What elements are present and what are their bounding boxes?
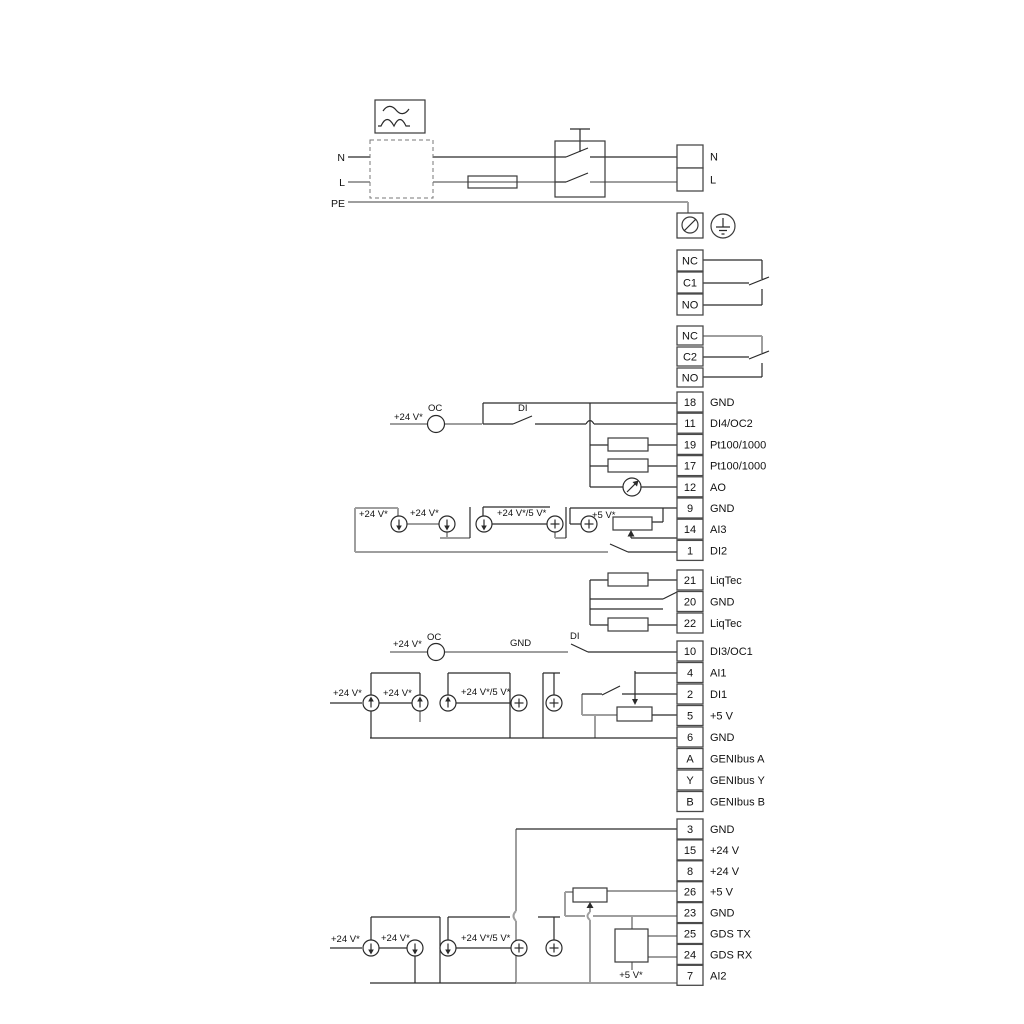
terminal-number: NC — [682, 255, 698, 268]
gds-sensor-box — [615, 929, 648, 962]
liqtec-sensor-1 — [608, 573, 648, 586]
terminal-label: GDS RX — [710, 949, 753, 962]
terminal-number: 26 — [683, 886, 697, 899]
terminal-number: 21 — [683, 575, 697, 587]
terminal-label: GDS TX — [710, 928, 751, 941]
current-source-down-icon — [391, 516, 407, 532]
row2-24v-label-1: +24 V* — [359, 509, 388, 520]
row2-24v-5v-label: +24 V*/5 V* — [497, 508, 547, 519]
terminal-label: GND — [710, 824, 735, 836]
terminal-label: +24 V — [710, 865, 740, 878]
source-plus-icon — [511, 940, 527, 956]
terminal-label: Pt100/1000 — [710, 439, 767, 452]
terminal-number: 20 — [683, 596, 697, 609]
terminal-label: L — [710, 174, 717, 187]
row3-oc-label: OC — [427, 632, 442, 643]
terminal-number: B — [686, 796, 694, 809]
terminal-number: 23 — [683, 907, 697, 920]
row3-gnd-label: GND — [510, 638, 532, 649]
terminal-label: AI3 — [710, 524, 727, 537]
terminal-label: +5 V — [710, 886, 733, 899]
terminal-number: 17 — [683, 460, 697, 473]
terminal-block-relay2 — [677, 326, 703, 387]
source-plus-icon — [546, 940, 562, 956]
liqtec-sensor-2 — [608, 618, 648, 631]
terminal-label: GENIbus A — [710, 753, 765, 766]
current-source-up-icon — [412, 695, 428, 711]
terminal-label: DI1 — [710, 689, 728, 701]
current-source-down-icon — [363, 940, 379, 956]
row3-di-label: DI — [570, 631, 580, 642]
potentiometer-ai3 — [613, 517, 652, 530]
wiper-arrow-down-icon — [632, 699, 638, 705]
earth-symbol — [711, 214, 735, 238]
terminal-label: +5 V — [710, 710, 733, 723]
current-source-up-icon — [440, 695, 456, 711]
open-collector-icon — [428, 416, 445, 433]
open-collector-icon — [428, 644, 445, 661]
terminal-number: 24 — [683, 949, 697, 962]
terminal-number: 14 — [683, 524, 697, 537]
terminal-label: GND — [710, 732, 735, 744]
sine-wave-icon — [383, 106, 409, 113]
mains-l-label: L — [339, 177, 345, 189]
terminal-number: 9 — [686, 503, 694, 515]
terminal-label: GND — [710, 596, 735, 609]
terminal-number: 12 — [683, 481, 697, 494]
terminal-label: N — [710, 151, 718, 164]
terminal-number: NO — [681, 299, 699, 312]
row5-24v-label-1: +24 V* — [331, 934, 360, 945]
row2-5v-label: +5 V* — [592, 510, 616, 521]
terminal-number: 2 — [686, 689, 694, 701]
terminal-block-io-d — [677, 819, 753, 985]
terminal-number: 1 — [686, 545, 694, 558]
terminal-number: 25 — [683, 928, 697, 941]
terminal-label: DI3/OC1 — [710, 646, 753, 658]
terminal-number: 11 — [684, 418, 696, 431]
terminal-label: AI1 — [710, 667, 727, 680]
terminal-block-mains — [677, 145, 718, 191]
mains-n-label: N — [337, 152, 345, 164]
row1-di-label: DI — [518, 403, 528, 414]
terminal-number: NO — [681, 372, 699, 385]
terminal-label: GENIbus Y — [710, 775, 765, 787]
terminal-label: DI2 — [710, 545, 728, 558]
row2-24v-label-2: +24 V* — [410, 508, 439, 519]
wiper-arrow-up-icon — [587, 902, 594, 908]
terminal-label: AI2 — [710, 970, 727, 983]
terminal-number: 6 — [686, 732, 694, 744]
terminal-box — [677, 168, 703, 191]
terminal-label: +24 V — [710, 844, 740, 857]
filter-box — [370, 140, 433, 198]
meter-icon — [623, 478, 641, 496]
row4-24v-5v-label: +24 V*/5 V* — [461, 687, 511, 698]
terminal-number: A — [686, 753, 694, 766]
current-source-up-icon — [363, 695, 379, 711]
pt100-sensor-2 — [608, 459, 648, 472]
terminal-block-relay1 — [677, 250, 703, 315]
terminal-number: 19 — [683, 439, 697, 452]
terminal-number: C1 — [682, 277, 698, 290]
terminal-number: 7 — [686, 970, 694, 983]
row5-24v-label-2: +24 V* — [381, 933, 410, 944]
ac-supply-symbol — [375, 100, 425, 133]
terminal-number: 4 — [686, 667, 694, 680]
terminal-label: GENIbus B — [710, 796, 766, 809]
terminal-number: 18 — [683, 397, 697, 409]
current-source-down-icon — [440, 940, 456, 956]
source-plus-icon — [511, 695, 527, 711]
terminal-block-io-a — [677, 392, 766, 560]
current-source-down-icon — [476, 516, 492, 532]
row5-24v-5v-label: +24 V*/5 V* — [461, 933, 511, 944]
mains-pe-label: PE — [330, 198, 345, 210]
pt100-sensor-1 — [608, 438, 648, 451]
terminal-number: 15 — [683, 844, 697, 857]
source-plus-icon — [547, 516, 563, 532]
terminal-box — [677, 145, 703, 168]
terminal-label: GND — [710, 397, 735, 409]
wiper-arrow-up-icon — [628, 530, 635, 537]
potentiometer-ai1 — [617, 707, 652, 721]
current-source-down-icon — [439, 516, 455, 532]
terminal-label: GND — [710, 503, 735, 515]
potentiometer-ai2 — [573, 888, 607, 902]
terminal-label: LiqTec — [710, 575, 742, 587]
terminal-number: NC — [682, 330, 698, 343]
terminal-number: 3 — [686, 824, 694, 836]
source-plus-icon — [546, 695, 562, 711]
row1-oc-label: OC — [428, 403, 443, 414]
terminal-label: AO — [710, 481, 726, 494]
ac-supply-box — [375, 100, 425, 133]
terminal-number: Y — [686, 775, 694, 787]
terminal-block-io-b — [677, 570, 742, 633]
terminal-label: GND — [710, 907, 735, 920]
terminal-number: 10 — [683, 646, 697, 658]
row3-24v-label: +24 V* — [393, 639, 422, 650]
row5-5v-label: +5 V* — [619, 970, 643, 981]
terminal-label: DI4/OC2 — [710, 418, 753, 431]
pe-screw-terminal — [677, 213, 703, 238]
terminal-block-io-c — [677, 641, 765, 812]
rectified-wave-icon — [378, 120, 410, 127]
terminal-number: 22 — [683, 618, 697, 630]
row4-24v-label-1: +24 V* — [333, 688, 362, 699]
row4-24v-label-2: +24 V* — [383, 688, 412, 699]
terminal-label: Pt100/1000 — [710, 460, 767, 473]
terminal-label: LiqTec — [710, 618, 742, 630]
row1-24v-label: +24 V* — [394, 412, 423, 423]
terminal-number: 8 — [686, 865, 694, 878]
terminal-number: 5 — [686, 710, 694, 723]
terminal-number: C2 — [682, 351, 698, 364]
